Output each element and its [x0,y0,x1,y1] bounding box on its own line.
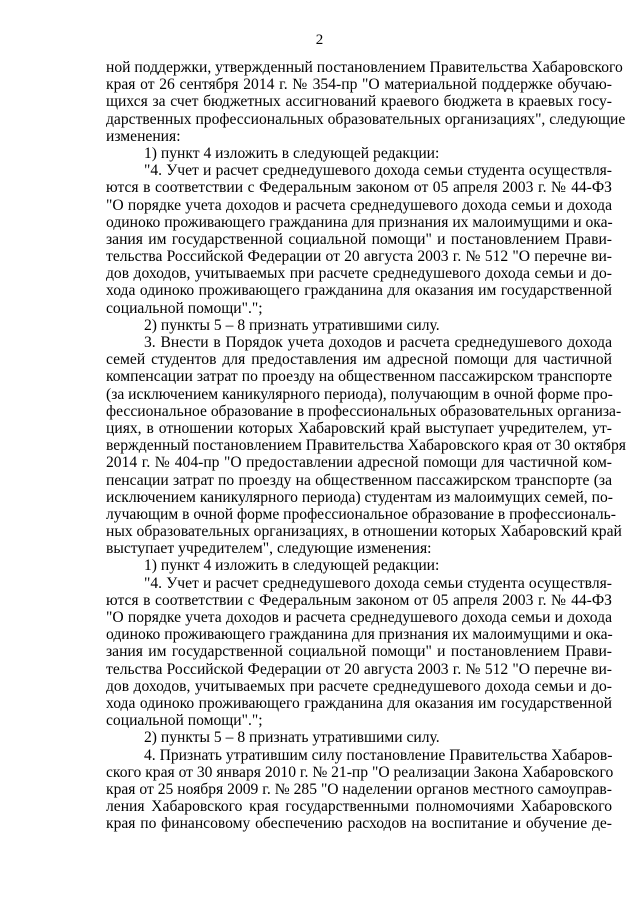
text-line: 2) пункты 5 – 8 признать утратившими силу. [144,316,440,334]
document-body [106,59,626,833]
text-line: края от 26 сентября 2014 г. № 354-пр "О материальной поддержке обучаю- [106,76,612,94]
text-line: тельства Российской Федерации от 20 августа 2003 г. № 512 "О перечне ви- [106,248,612,266]
text-line: 2014 г. № 404-пр "О предоставлении адресной помощи для частичной ком- [106,454,612,472]
text-line: ются в соответствии с Федеральным законом от 05 апреля 2003 г. № 44-ФЗ [106,591,612,609]
text-line: исключением каникулярного периода) студентам из малоимущих семей, по- [106,488,613,506]
text-line: 2) пункты 5 – 8 признать утратившими силу. [144,729,440,747]
text-line: "О порядке учета доходов и расчета среднедушевого дохода семьи и дохода [106,609,612,626]
text-line: одиноко проживающего гражданина для признания их малоимущими и ока- [106,626,613,644]
text-line: семей студентов для предоставления им адресной помощи для частичной [106,351,612,369]
text-line: зания им государственной социальной помощи" и постановлением Прави- [106,643,612,661]
text-line: "4. Учет и расчет среднедушевого дохода семьи студента осуществля- [144,574,612,592]
text-line: ского края от 30 января 2010 г. № 21-пр "О реализации Закона Хабаровского [106,763,614,781]
text-line: компенсации затрат по проезду на общественном пассажирском транспорте [106,368,612,386]
text-line: изменения: [106,127,181,145]
text-line: тельства Российской Федерации от 20 августа 2003 г. № 512 "О перечне ви- [106,660,612,678]
text-line: социальной помощи"."; [106,712,263,730]
text-line: ных образовательных организациях, в отношении которых Хабаровский край [106,523,622,541]
text-line: социальной помощи"."; [106,299,263,317]
text-line: циях, в отношении которых Хабаровский край выступает учредителем, ут- [106,419,612,437]
text-line: 4. Признать утратившим силу постановление Правительства Хабаров- [144,746,613,764]
text-line: вержденный постановлением Правительства Хабаровского края от 30 октября [106,437,626,455]
text-line: хода одиноко проживающего гражданина для оказания им государственной [106,282,612,300]
text-line: зания им государственной социальной помощи" и постановлением Прави- [106,230,612,248]
text-line: щихся за счет бюджетных ассигнований краевого бюджета в краевых госу- [106,93,612,111]
text-line: выступает учредителем", следующие изменения: [106,540,432,558]
text-line: хода одиноко проживающего гражданина для оказания им государственной [106,694,612,712]
text-line: 3. Внести в Порядок учета доходов и расчета среднедушевого дохода [144,334,612,351]
page-number: 2 [315,32,324,48]
text-line: "4. Учет и расчет среднедушевого дохода семьи студента осуществля- [144,162,612,180]
text-line: одиноко проживающего гражданина для признания их малоимущими и ока- [106,213,613,231]
text-line: ления Хабаровского края государственными полномочиями Хабаровского [106,798,612,816]
text-line: лучающим в очной форме профессиональное образование в профессиональ- [106,505,616,523]
text-line: 1) пункт 4 изложить в следующей редакции: [144,144,440,162]
text-line: края по финансовому обеспечению расходов на воспитание и обучение де- [106,815,612,833]
text-line: пенсации затрат по проезду на общественном пассажирском транспорте (за [106,471,612,489]
text-line: дов доходов, учитываемых при расчете среднедушевого дохода семьи и до- [106,265,612,283]
text-line: 1) пункт 4 изложить в следующей редакции: [144,557,440,575]
text-line: фессиональное образование в профессиональных образовательных организа- [106,402,622,420]
text-line: (за исключением каникулярного периода), получающим в очной форме про- [106,385,613,403]
text-line: края от 25 ноября 2009 г. № 285 "О наделении органов местного самоуправ- [106,780,612,798]
text-line: "О порядке учета доходов и расчета среднедушевого дохода семьи и дохода [106,196,612,214]
text-line: дарственных профессиональных образовательных организациях", следующие [106,110,626,128]
text-line: ной поддержки, утвержденный постановлением Правительства Хабаровского [106,59,623,76]
text-line: ются в соответствии с Федеральным законом от 05 апреля 2003 г. № 44-ФЗ [106,179,612,197]
text-line: дов доходов, учитываемых при расчете среднедушевого дохода семьи и до- [106,677,612,695]
